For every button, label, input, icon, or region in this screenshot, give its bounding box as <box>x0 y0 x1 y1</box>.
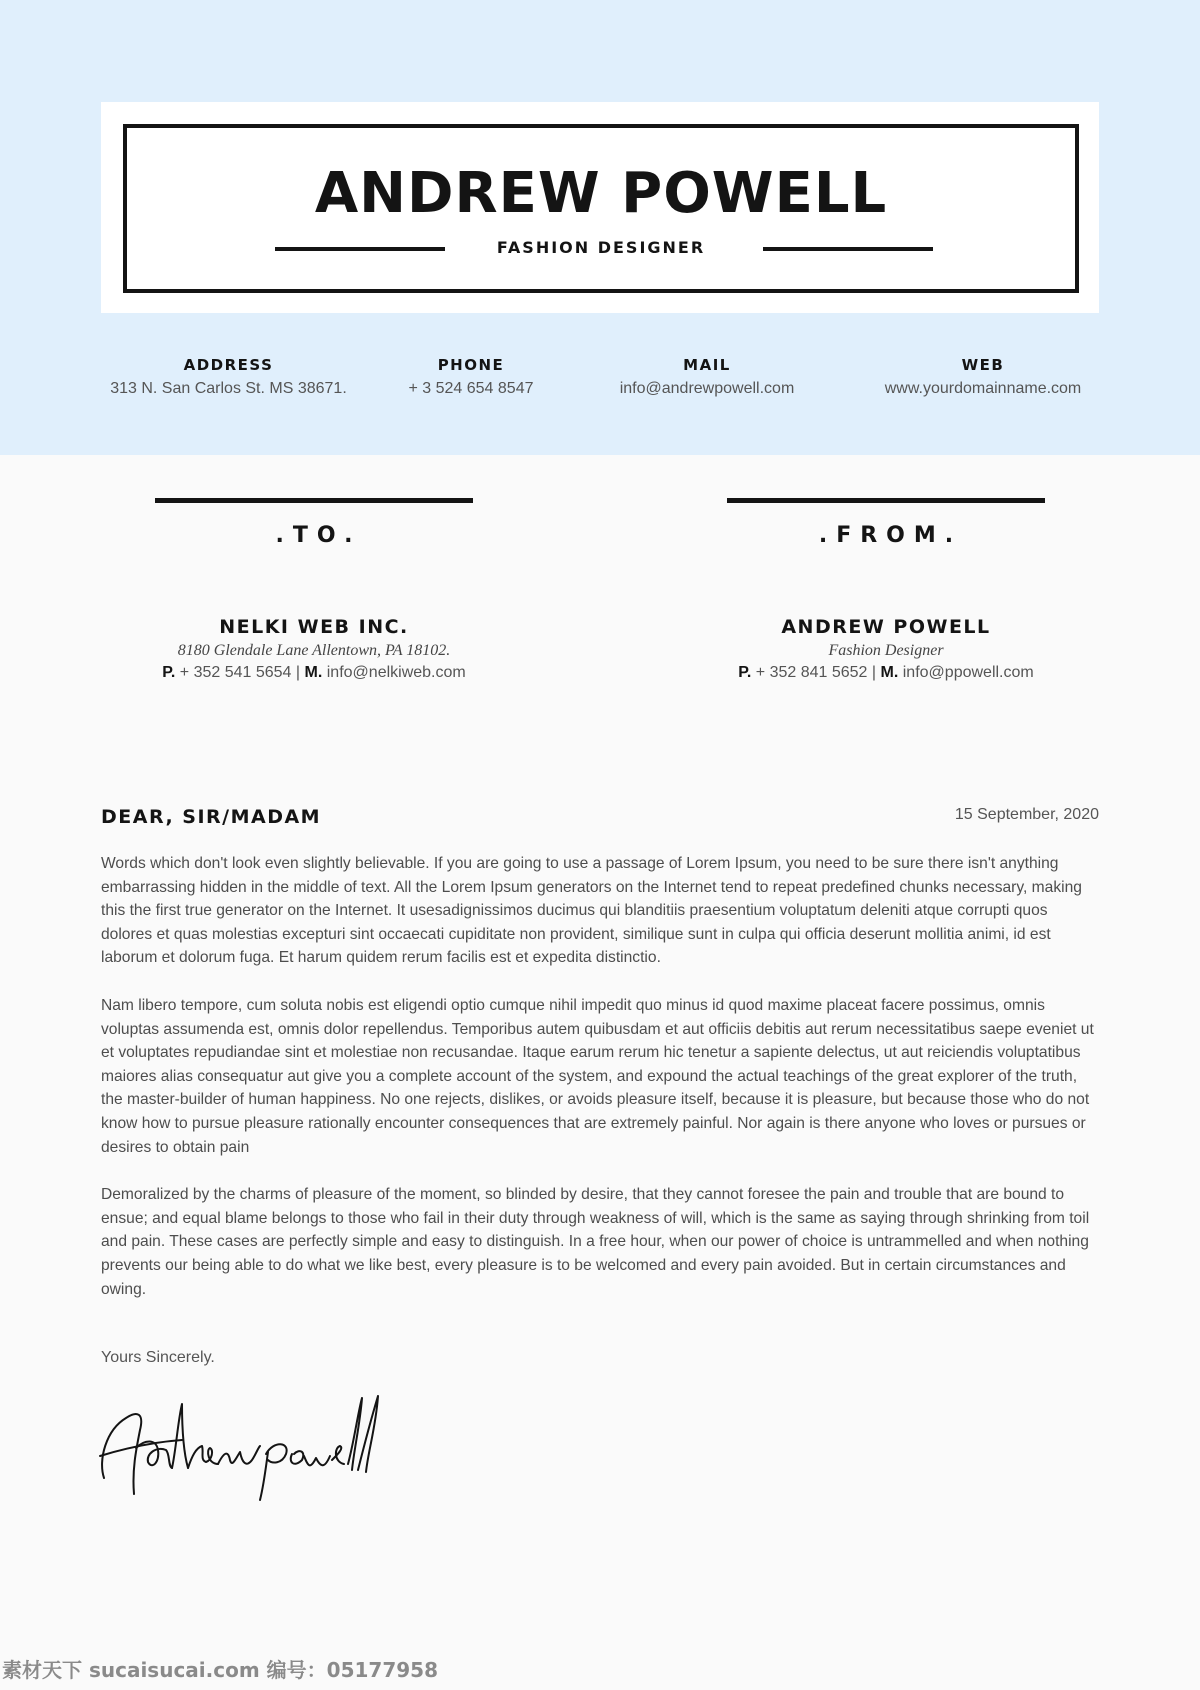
sender-rule <box>727 498 1045 503</box>
recipient-block <box>155 498 473 681</box>
recipient-phone-label: P. <box>162 664 176 681</box>
address-value: 313 N. San Carlos St. MS 38671. <box>110 380 347 397</box>
address-label: ADDRESS <box>183 356 274 374</box>
title-rule-right <box>763 247 933 251</box>
contact-phone <box>390 356 552 398</box>
name-card <box>101 102 1099 313</box>
title-row <box>127 238 1075 260</box>
phone-label: PHONE <box>437 356 505 374</box>
recipient-phone: + 352 541 5654 <box>179 664 292 681</box>
letter-date: 15 September, 2020 <box>954 806 1099 823</box>
sender-mail-label: M. <box>880 664 899 681</box>
to-heading: .TO. <box>275 523 362 548</box>
sender-block <box>727 498 1045 681</box>
sender-contact <box>647 664 1125 682</box>
sender-phone-label: P. <box>738 664 752 681</box>
recipient-mail: info@nelkiweb.com <box>326 664 466 681</box>
recipient-contact <box>75 664 553 682</box>
signature <box>96 1390 396 1510</box>
body-paragraph-1: Words which don't look even slightly believable. If you are going to use a passage of Lorem Ipsum, you need to be sure there isn't anything embarrassing hidden in the middle of text. All the Lorem Ipsum generators on the Internet tend to repeat predefined chunks necessary, making this the first true generator on the Internet. It usesadignissimos ducimus qui blanditiis praesentium voluptatum deleniti atque corrupti quos dolores et quas molestias excepturi sint occaecati cupiditate non provident, similique sunt in culpa qui officia deserunt mollitia animi, id est laborum et dolorum fuga. Et harum quidem rerum facilis est et expedita distinctio. <box>101 855 1082 967</box>
recipient-separator: | <box>295 664 301 681</box>
name-frame <box>123 124 1079 293</box>
watermark: 素材天下 sucaisucai.com 编号：05177958 <box>2 1658 438 1682</box>
letter-body <box>101 852 1099 1325</box>
from-heading: .FROM. <box>818 523 963 548</box>
sender-separator: | <box>871 664 877 681</box>
recipient-name: NELKI WEB INC. <box>219 616 409 638</box>
sender-phone: + 352 841 5652 <box>755 664 868 681</box>
contact-address <box>105 356 352 398</box>
sender-role: Fashion Designer <box>828 642 944 659</box>
contact-web <box>870 356 1096 398</box>
body-paragraph-2: Nam libero tempore, cum soluta nobis est eligendi optio cumque nihil impedit quo minus id quod maxime placeat facere possimus, omnis voluptas assumenda est, omnis dolor repellendus. Temporibus autem quibusdam et aut officiis debitis aut rerum necessitatibus saepe eveniet ut et voluptates repudiandae sint et molestiae non recusandae. Itaque earum rerum hic tenetur a sapiente delectus, ut aut reiciendis voluptatibus maiores alias consequatur aut give you a complete account of the system, and expound the actual teachings of the great explorer of the truth, the master-builder of human happiness. No one rejects, dislikes, or avoids pleasure itself, because it is pleasure, but because those who do not know how to pursue pleasure rationally encounter consequences that are extremely painful. Nor again is there anyone who loves or pursues or desires to obtain pain <box>101 996 1094 1156</box>
body-paragraph-3: Demoralized by the charms of pleasure of the moment, so blinded by desire, that they cannot foresee the pain and trouble that are bound to ensue; and equal blame belongs to those who fail in their duty through weakness of will, which is the same as saying through shrinking from toil and pain. These cases are perfectly simple and easy to distinguish. In a free hour, when our power of choice is untrammelled and when nothing prevents our being able to do what we like best, every pleasure is to be welcomed and every pain avoided. But in certain circumstances and owing. <box>101 1186 1090 1298</box>
job-title: FASHION DESIGNER <box>496 238 706 257</box>
sender-mail: info@ppowell.com <box>902 664 1034 681</box>
recipient-address: 8180 Glendale Lane Allentown, PA 18102. <box>177 642 451 659</box>
mail-value: info@andrewpowell.com <box>619 380 795 397</box>
applicant-name: ANDREW POWELL <box>314 161 888 226</box>
closing-line: Yours Sincerely. <box>101 1349 215 1366</box>
web-value: www.yourdomainname.com <box>884 380 1082 397</box>
sender-name: ANDREW POWELL <box>781 616 991 638</box>
recipient-rule <box>155 498 473 503</box>
recipient-mail-label: M. <box>304 664 323 681</box>
phone-value: + 3 524 654 8547 <box>408 380 534 397</box>
mail-label: MAIL <box>683 356 731 374</box>
salutation: DEAR, SIR/MADAM <box>101 806 322 828</box>
web-label: WEB <box>961 356 1005 374</box>
contact-mail <box>600 356 814 398</box>
